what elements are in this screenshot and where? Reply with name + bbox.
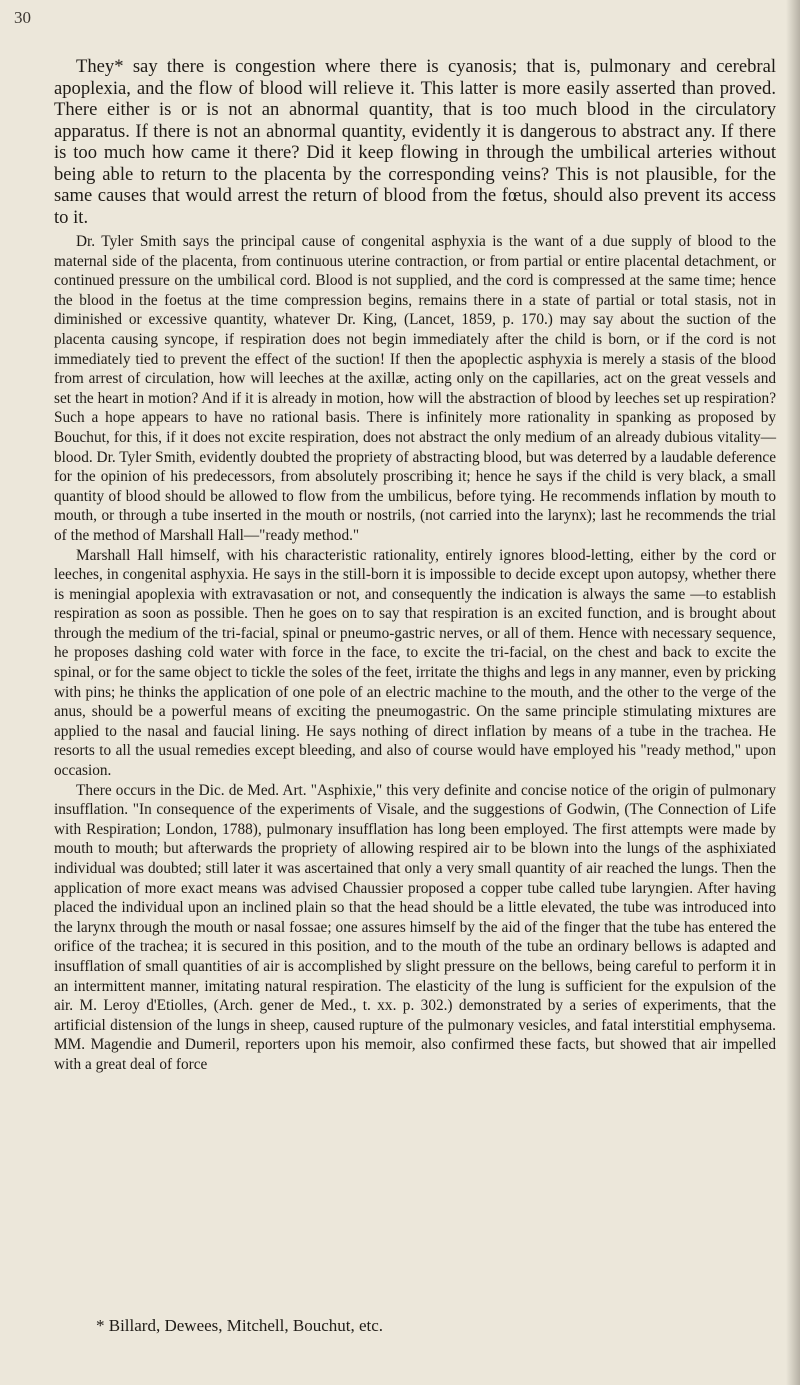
footnote: * Billard, Dewees, Mitchell, Bouchut, etc. xyxy=(96,1316,384,1335)
page-edge-shadow xyxy=(786,0,800,1385)
paragraph-tyler-smith: Dr. Tyler Smith says the principal cause of congenital asphyxia is the want of a due supply of blood to the maternal side of the placenta, from continuous uterine contraction, or from partial or entire placental detachment, or continued pressure on the umbilical cord. Blood is not supplied, and the cord is compressed at the same time; hence the blood in the foetus at the time compression begins, remains there in a state of partial or total stasis, not in diminished or excessive quantity, whatever Dr. King, (Lancet, 1859, p. 170.) may say about the suction of the placenta causing syncope, if respiration does not begin immediately after the child is born, or if the cord is not immediately tied to prevent the effect of the suction! If then the apoplectic asphyxia is merely a stasis of the blood from arrest of circulation, how will leeches at the axillæ, acting only on the capillaries, act on the great vessels and set the heart in motion? And if it is already in motion, how will the abstraction of blood by leeches set up respiration? Such a hope appears to have no rational basis. There is infinitely more rationality in spanking as proposed by Bouchut, for this, if it does not excite respiration, does not abstract the only medium of an already dubious vitality—blood. Dr. Tyler Smith, evidently doubted the propriety of abstracting blood, but was deterred by a laudable deference for the opinion of his predecessors, from absolutely proscribing it; hence he says if the child is very black, a small quantity of blood should be allowed to flow from the umbilicus, before tying. He recommends inflation by mouth to mouth, or through a tube inserted in the mouth or nostrils, (not carried into the larynx); last he recommends the trial of the method of Marshall Hall—"ready method." xyxy=(54,233,776,544)
paragraph-dictionary-notice: There occurs in the Dic. de Med. Art. "Asphixie," this very definite and concise notice of the origin of pulmonary insufflation. "In consequence of the experiments of Visale, and the suggestions of Godwin, (The Connection of Life with Respiration; London, 1788), pulmonary insufflation has long been employed. The first attempts were made by mouth to mouth; but afterwards the propriety of allowing respired air to be blown into the lungs of the asphixiated individual was doubted; still later it was ascertained that only a very small quantity of air reached the lungs. Then the application of more exact means was advised Chaussier proposed a copper tube called tube laryngien. After having placed the individual upon an inclined plain so that the head should be a little elevated, the tube was introduced into the larynx through the mouth or nasal fossae; one assures himself by the aid of the finger that the tube has entered the orifice of the trachea; it is secured in this position, and to the mouth of the tube an ordinary bellows is adapted and insufflation of small quantities of air is accomplished by slight pressure on the bellows, being careful to perform it in an intermittent manner, imitating natural respiration. The elasticity of the lung is sufficient for the expulsion of the air. M. Leroy d'Etiolles, (Arch. gener de Med., t. xx. p. 302.) demonstrated by a series of experiments, that the artificial distension of the lungs in sheep, caused rupture of the pulmonary vesicles, and fatal interstitial emphysema. MM. Magendie and Dumeril, reporters upon his memoir, also confirmed these facts, but showed that air impelled with a great deal of force xyxy=(54,781,776,1073)
page-number: 30 xyxy=(14,8,31,27)
paragraph-congestion: They* say there is congestion where there is cyanosis; that is, pulmonary and cerebral apoplexia, and the flow of blood will relieve it. This latter is more easily asserted than proved. There either is or is not an abnormal quantity, that is too much blood in the circulatory apparatus. If there is not an abnormal quantity, evidently it is dangerous to abstract any. If there is too much how came it there? Did it keep flowing in through the umbilical arteries without being able to return to the placenta by the corresponding veins? This is not plausible, for the same causes that would arrest the return of blood from the fœtus, should also prevent its access to it. xyxy=(54,56,776,228)
body-text xyxy=(54,56,776,1075)
paragraph-marshall-hall: Marshall Hall himself, with his characteristic rationality, entirely ignores blood-letting, either by the cord or leeches, in congenital asphyxia. He says in the still-born it is impossible to decide except upon autopsy, whether there is meningial apoplexia with extravasation or not, and consequently the indication is always the same —to establish respiration as soon as possible. Then he goes on to say that respiration is an excited function, and is brought about through the medium of the tri-facial, spinal or pneumo-gastric nerves, or all of them. Hence with necessary sequence, he proposes dashing cold water with force in the face, to excite the tri-facial, on the chest and back to excite the spinal, or for the same object to tickle the soles of the feet, irritate the thighs and legs in any manner, even by pricking with pins; he thinks the application of one pole of an electric machine to the mouth, and the other to the verge of the anus, should be a powerful means of exciting the pneumogastric. On the same principle stimulating mixtures are applied to the nasal and faucial lining. He says nothing of direct inflation by means of a tube in the trachea. He resorts to all the usual remedies except bleeding, and also of course would have employed his "ready method," upon occasion. xyxy=(54,546,776,780)
